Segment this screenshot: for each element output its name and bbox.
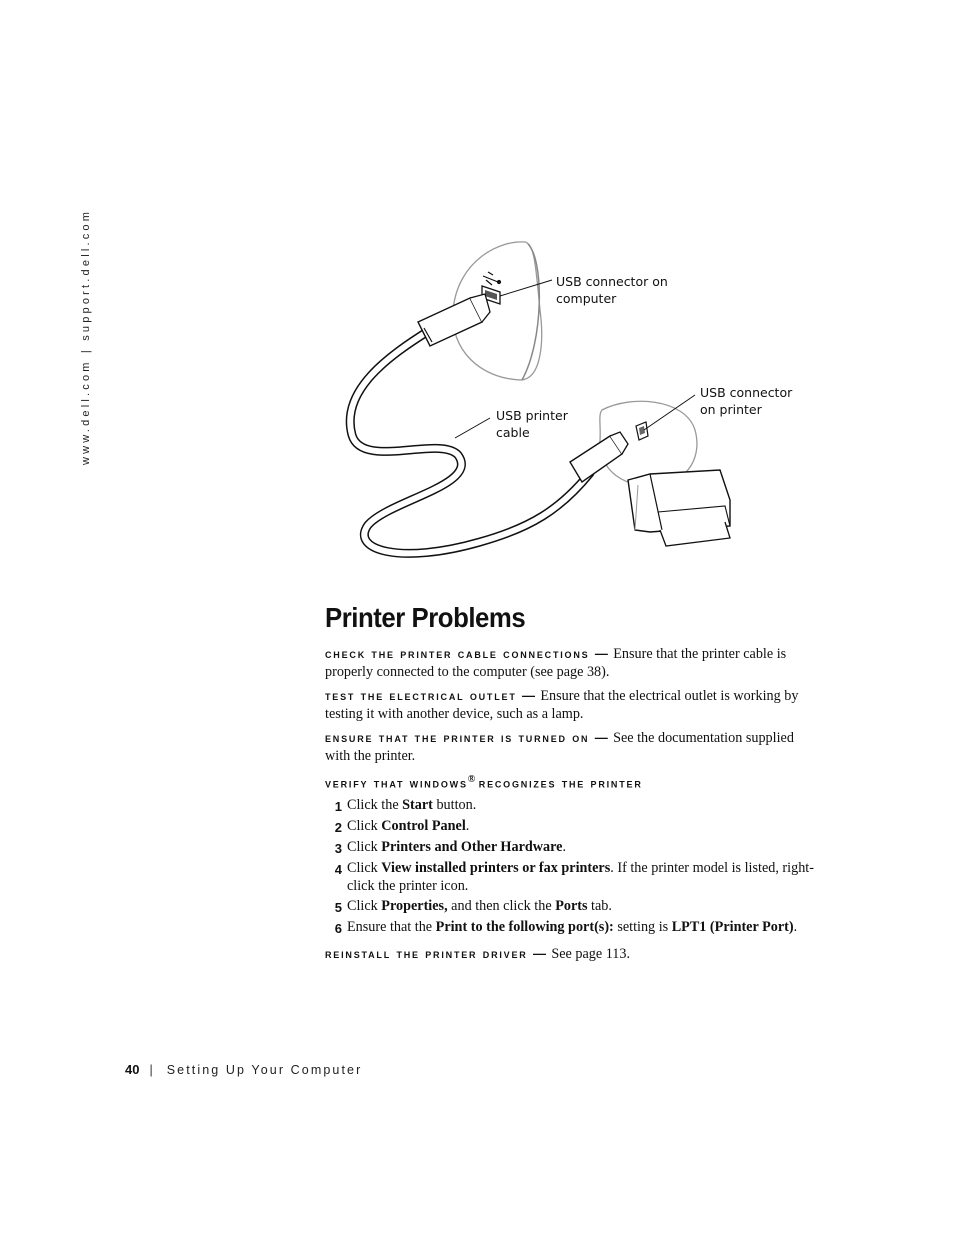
callout-line: USB connector: [700, 385, 793, 400]
step-ui-label: Properties,: [381, 897, 448, 914]
step-number: 3: [334, 841, 342, 857]
step-item: [325, 818, 815, 837]
section-check-cable: [325, 645, 815, 681]
section-heading: check the printer cable connections —: [325, 646, 610, 661]
step-ui-label: Control Panel: [381, 818, 466, 835]
page-title: Printer Problems: [325, 602, 526, 633]
step-text: button.: [432, 797, 477, 814]
step-number: 2: [334, 820, 342, 836]
step-text: .: [562, 839, 566, 856]
step-text: Click the: [347, 797, 403, 814]
step-number: 1: [334, 799, 342, 815]
callout-line: computer: [556, 291, 617, 306]
page-footer: [125, 1062, 362, 1077]
section-test-outlet: [325, 687, 815, 723]
step-text: and then click the: [447, 897, 556, 914]
callout-line: USB printer: [496, 408, 568, 423]
main-content: [325, 645, 815, 970]
section-verify-windows: [325, 771, 815, 793]
step-text: Click: [347, 818, 382, 835]
step-text: setting is: [613, 918, 672, 935]
callout-usb-connector-printer: [700, 384, 792, 418]
step-item: [325, 919, 815, 938]
step-number: 6: [334, 920, 342, 936]
section-heading: test the electrical outlet —: [325, 688, 537, 703]
printer-icon: [628, 470, 730, 546]
step-ui-label: Ports: [555, 897, 588, 914]
section-body: Ensure that the printer cable is properly connected to the computer (see page 38).: [325, 646, 787, 680]
section-body: See page 113.: [551, 946, 631, 963]
section-printer-on: [325, 729, 815, 765]
step-text: . If the printer model is listed, right-click the printer icon.: [347, 860, 814, 894]
step-ui-label: View installed printers or fax printers: [381, 860, 611, 877]
step-text: Click: [347, 860, 382, 877]
callout-line: USB connector on: [556, 274, 668, 289]
step-ui-label: LPT1 (Printer Port): [671, 918, 794, 935]
steps-list: [325, 797, 815, 937]
page-number: 40: [125, 1062, 140, 1077]
section-heading-cont: recognizes the printer: [478, 775, 643, 791]
step-item: [325, 839, 815, 858]
callout-usb-printer-cable: [496, 407, 568, 441]
step-ui-label: Printers and Other Hardware: [381, 839, 563, 856]
callout-line: cable: [496, 425, 530, 440]
sidebar-url: [80, 208, 100, 465]
callout-usb-connector-computer: [556, 273, 668, 307]
step-text: .: [793, 918, 798, 935]
step-item: [325, 898, 815, 917]
step-text: Click: [347, 839, 382, 856]
step-item: [325, 860, 815, 895]
section-body: See the documentation supplied with the printer.: [325, 730, 794, 764]
section-body: Ensure that the electrical outlet is working by testing it with another device, such as a lamp.: [325, 688, 799, 722]
section-heading: ensure that the printer is turned on —: [325, 730, 610, 745]
step-number: 4: [334, 862, 342, 878]
step-number: 5: [334, 899, 342, 915]
section-reinstall-driver: [325, 945, 815, 964]
step-text: Ensure that the: [347, 918, 436, 935]
footer-section-title: Setting Up Your Computer: [166, 1063, 363, 1077]
step-text: .: [465, 818, 470, 835]
step-text: tab.: [587, 897, 612, 914]
callout-line: on printer: [700, 402, 762, 417]
registered-mark: ®: [467, 774, 476, 785]
sidebar-url-text: www.dell.com | support.dell.com: [80, 208, 92, 465]
footer-separator: |: [149, 1063, 153, 1077]
section-heading: verify that windows: [325, 775, 468, 791]
section-heading: reinstall the printer driver —: [325, 946, 548, 962]
step-text: Click: [347, 897, 382, 914]
step-ui-label: Print to the following port(s):: [435, 918, 614, 935]
step-ui-label: Start: [402, 797, 433, 814]
usb-printer-connection-figure: [330, 230, 830, 570]
step-item: [325, 797, 815, 816]
